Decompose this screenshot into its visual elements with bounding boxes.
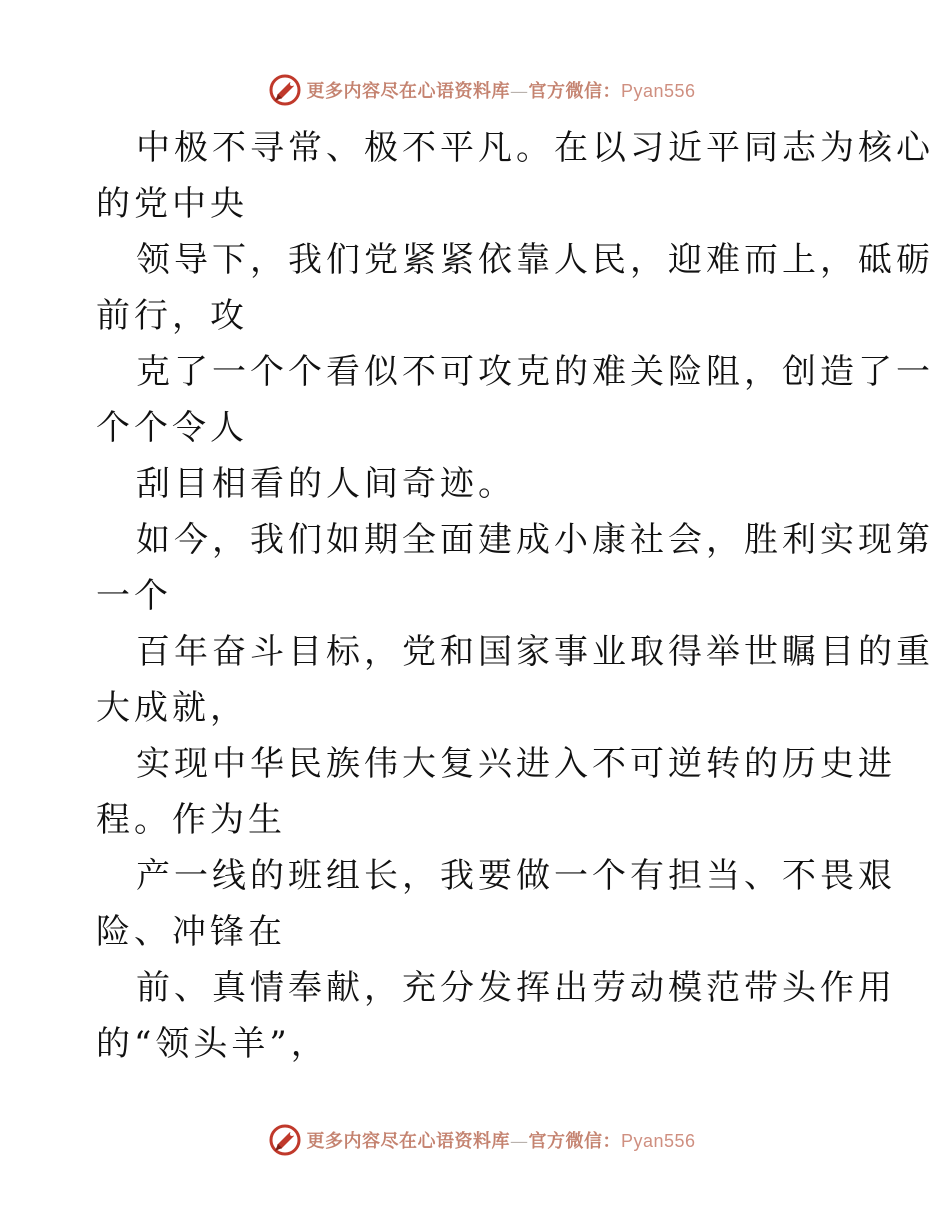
header-wechat-id: Pyan556 <box>620 81 696 101</box>
body-line: 险、冲锋在 <box>96 912 286 952</box>
body-line: 程。作为生 <box>96 800 286 840</box>
footer-wechat-id: Pyan556 <box>620 1131 696 1151</box>
header-site-name: 更多内容尽在心语资料库 <box>306 81 510 102</box>
body-line: 刮目相看的人间奇迹。 <box>136 464 516 504</box>
body-line: 前行，攻 <box>96 296 248 336</box>
body-line: 的“领头羊”， <box>96 1024 329 1064</box>
footer-site-name: 更多内容尽在心语资料库 <box>306 1131 510 1152</box>
header-banner <box>0 70 950 110</box>
body-line: 一个 <box>96 576 172 616</box>
body-line: 克了一个个看似不可攻克的难关险阻，创造了一 <box>136 352 934 392</box>
header-wechat-label: 官方微信： <box>528 81 621 102</box>
body-line: 实现中华民族伟大复兴进入不可逆转的历史进 <box>136 744 896 784</box>
header-banner-inner <box>268 73 695 107</box>
footer-banner <box>0 1120 950 1160</box>
body-line: 领导下，我们党紧紧依靠人民，迎难而上，砥砺 <box>136 240 934 280</box>
footer-banner-text <box>306 1127 695 1153</box>
body-line: 大成就， <box>96 688 248 728</box>
body-line: 百年奋斗目标，党和国家事业取得举世瞩目的重 <box>136 632 934 672</box>
body-line: 产一线的班组长，我要做一个有担当、不畏艰 <box>136 856 896 896</box>
header-banner-text <box>306 77 695 103</box>
footer-banner-inner <box>268 1123 695 1157</box>
footer-wechat-label: 官方微信： <box>528 1131 621 1152</box>
header-dash: — <box>509 81 529 102</box>
body-line: 前、真情奉献，充分发挥出劳动模范带头作用 <box>136 968 896 1008</box>
document-body <box>96 120 934 1072</box>
footer-dash: — <box>509 1131 529 1152</box>
body-line: 的党中央 <box>96 184 248 224</box>
body-line: 个个令人 <box>96 408 248 448</box>
body-line: 中极不寻常、极不平凡。在以习近平同志为核心 <box>136 128 934 168</box>
body-line: 如今，我们如期全面建成小康社会，胜利实现第 <box>136 520 934 560</box>
pen-logo-icon <box>268 73 302 107</box>
pen-logo-icon <box>268 1123 302 1157</box>
